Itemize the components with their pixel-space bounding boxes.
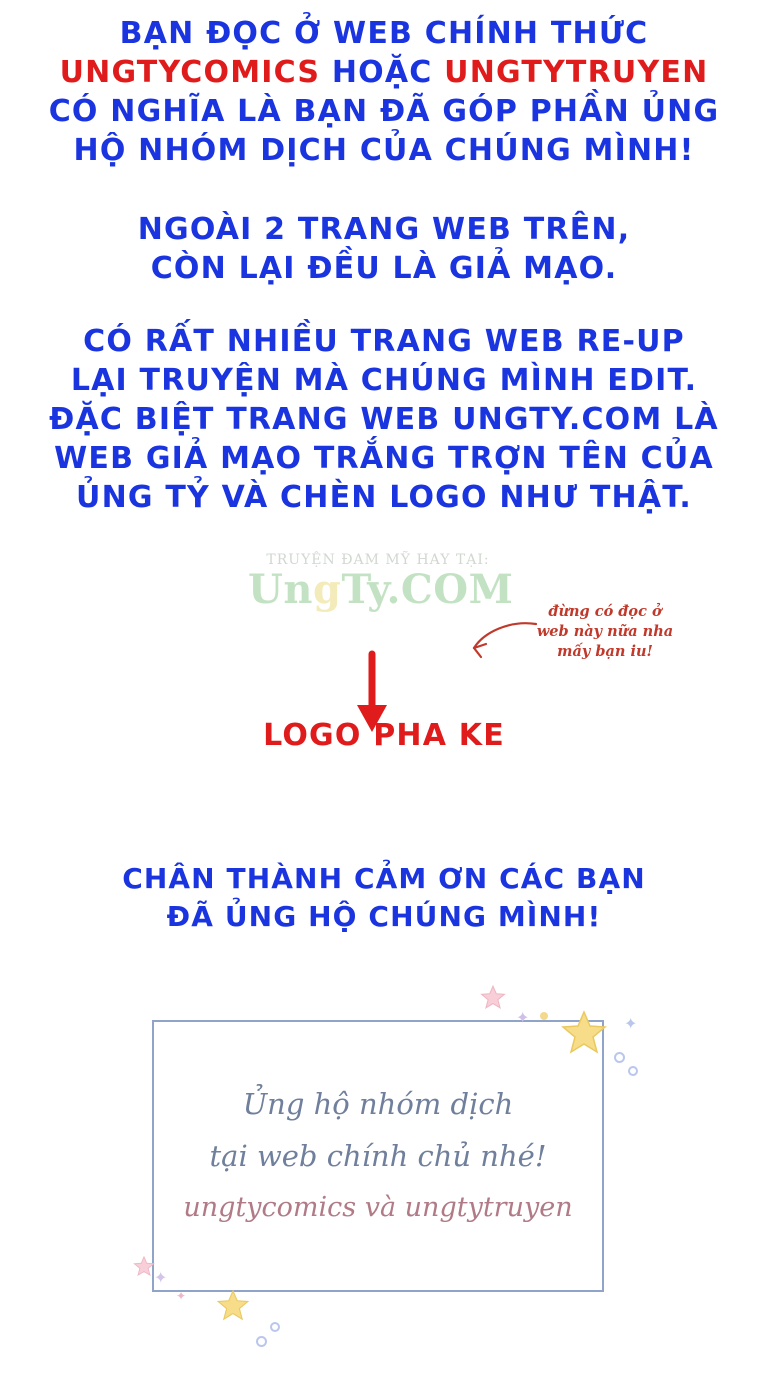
fake-logo-brand-part3: Ty.COM bbox=[341, 566, 514, 613]
site-name-secondary: UNGTYTRUYEN bbox=[444, 55, 709, 90]
spacer-1 bbox=[0, 170, 768, 210]
fake-logo-caption: LOGO PHA KE bbox=[263, 718, 505, 753]
fake-logo-brand-part1: Un bbox=[248, 566, 313, 613]
dot-decor-2 bbox=[614, 1052, 625, 1063]
thanks-line-2: ĐÃ ỦNG HỘ CHÚNG MÌNH! bbox=[166, 900, 602, 933]
dot-decor-5 bbox=[270, 1322, 280, 1332]
thanks-line-1: CHÂN THÀNH CẢM ƠN CÁC BẠN bbox=[122, 862, 646, 895]
sparkle-icon-3: ✦ bbox=[154, 1268, 168, 1287]
support-card bbox=[152, 1020, 604, 1292]
announce-line-4: HỘ NHÓM DỊCH CỦA CHÚNG MÌNH! bbox=[73, 133, 695, 168]
support-card-content bbox=[152, 1020, 604, 1292]
spacer-2 bbox=[0, 288, 768, 322]
warning-note-line-3: mấy bạn iu! bbox=[557, 643, 653, 660]
sparkle-icon-1: ✦ bbox=[516, 1008, 530, 1027]
sparkle-icon-2: ✦ bbox=[624, 1014, 638, 1033]
sparkle-icon-4: ✦ bbox=[176, 1289, 187, 1303]
warning-note-line-2: web này nữa nha bbox=[536, 623, 674, 640]
star-icon-pink-small bbox=[480, 984, 506, 1010]
announcement-block bbox=[0, 14, 768, 517]
dot-decor-1 bbox=[540, 1012, 548, 1020]
warning-note bbox=[530, 602, 680, 662]
announce-line-2 bbox=[0, 53, 768, 92]
fake-logo-watermark bbox=[248, 552, 514, 613]
star-icon-yellow-small bbox=[216, 1288, 250, 1322]
block2-line-2: CÒN LẠI ĐỀU LÀ GIẢ MẠO. bbox=[150, 251, 618, 286]
dot-decor-4 bbox=[256, 1336, 267, 1347]
warning-note-line-1: đừng có đọc ở bbox=[548, 603, 662, 620]
fake-logo-brand-part2: g bbox=[312, 566, 342, 613]
block2-line-1: NGOÀI 2 TRANG WEB TRÊN, bbox=[137, 212, 631, 247]
conjunction-or: HOẶC bbox=[320, 55, 445, 90]
fake-logo-area bbox=[0, 552, 768, 782]
star-icon-pink-tiny bbox=[133, 1255, 155, 1277]
support-card-line-1: Ủng hộ nhóm dịch bbox=[242, 1087, 514, 1121]
block3-line-3: ĐẶC BIỆT TRANG WEB UNGTY.COM LÀ bbox=[49, 402, 719, 437]
support-card-line-3: ungtycomics và ungtytruyen bbox=[183, 1192, 573, 1223]
star-icon-yellow-large bbox=[560, 1008, 608, 1056]
support-card-line-2: tại web chính chủ nhé! bbox=[209, 1139, 547, 1173]
fake-logo-tagline: TRUYỆN ĐAM MỸ HAY TẠI: bbox=[266, 552, 490, 568]
announce-line-1: BẠN ĐỌC Ở WEB CHÍNH THỨC bbox=[119, 16, 649, 51]
block3-line-4: WEB GIẢ MẠO TRẮNG TRỢN TÊN CỦA bbox=[54, 441, 714, 476]
block3-line-5: ỦNG TỶ VÀ CHÈN LOGO NHƯ THẬT. bbox=[76, 480, 692, 515]
block3-line-2: LẠI TRUYỆN MÀ CHÚNG MÌNH EDIT. bbox=[70, 363, 698, 398]
announce-line-3: CÓ NGHĨA LÀ BẠN ĐÃ GÓP PHẦN ỦNG bbox=[48, 94, 720, 129]
dot-decor-3 bbox=[628, 1066, 638, 1076]
block3-line-1: CÓ RẤT NHIỀU TRANG WEB RE-UP bbox=[83, 324, 685, 359]
thanks-block bbox=[0, 860, 768, 936]
site-name-primary: UNGTYCOMICS bbox=[59, 55, 321, 90]
fake-logo-brand bbox=[248, 566, 514, 613]
